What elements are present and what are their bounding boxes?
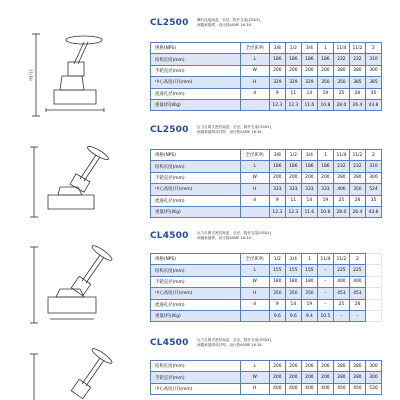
cell-value: 333 xyxy=(317,184,333,195)
cell-empty xyxy=(365,310,381,321)
row-label: 结构长度(mm) xyxy=(151,361,241,372)
table-row xyxy=(151,88,382,99)
row-label: 流通孔径(mm) xyxy=(151,299,241,310)
cell-value: 232 xyxy=(333,161,349,172)
cell-value: 9.6 xyxy=(285,310,301,321)
cell-value: 12.3 xyxy=(285,206,301,217)
row-unit: H xyxy=(240,383,269,394)
cell-value: – xyxy=(317,299,333,310)
cell-value: 28 xyxy=(349,88,365,99)
model-title: CL2500 xyxy=(150,125,189,135)
row-unit: d xyxy=(240,195,269,206)
cell-value: 450 xyxy=(333,383,349,394)
table-row xyxy=(151,161,382,172)
cell-value: 11/4 xyxy=(317,254,333,265)
cell-value: 232 xyxy=(349,54,365,65)
cell-value: 186 xyxy=(285,54,301,65)
cell-value: 11/2 xyxy=(349,150,365,161)
cell-value: 26.4 xyxy=(349,99,365,110)
cell-value: 310 xyxy=(365,161,381,172)
cell-value: 1/2 xyxy=(285,43,301,54)
cell-value: 180 xyxy=(269,276,285,287)
cell-value: 11 xyxy=(285,88,301,99)
cell-value: 350 xyxy=(285,288,301,299)
table-row xyxy=(151,195,382,206)
cell-value: 1 xyxy=(317,150,333,161)
row-unit: H xyxy=(240,288,269,299)
row-unit: W xyxy=(240,276,269,287)
model-description: 压力自紧式密封阀盖，全径，阴杆支架(OS&Y)， 两端承插焊或对焊，设计按ASME 16.34 xyxy=(197,125,275,134)
cell-value: 1 xyxy=(317,43,333,54)
valve-drawing-4 xyxy=(22,344,122,400)
cell-value: 3/4 xyxy=(301,43,317,54)
row-unit: L xyxy=(240,265,269,276)
cell-value: 200 xyxy=(317,372,333,383)
cell-value: 329 xyxy=(285,77,301,88)
cell-value: 9 xyxy=(269,88,285,99)
cell-value: 453 xyxy=(349,288,365,299)
row-label: 中心高度(开)(mm) xyxy=(151,383,241,394)
row-unit: d xyxy=(240,88,269,99)
row-unit: H xyxy=(240,77,269,88)
row-unit: H xyxy=(240,184,269,195)
cell-value: 186 xyxy=(301,54,317,65)
table-row xyxy=(151,383,382,394)
row-label: 中心高度(开)(mm) xyxy=(151,184,241,195)
cell-value: 12.3 xyxy=(285,99,301,110)
cell-value: 12.3 xyxy=(269,206,285,217)
model-description: 压力自紧式密封阀盖，全径，阴杆支架(OS&Y)， 两端承插焊或对焊，设计按ASME 16.34 xyxy=(197,338,275,347)
cell-value: 186 xyxy=(301,161,317,172)
cell-value: 28 xyxy=(349,299,365,310)
cell-value: 225 xyxy=(333,265,349,276)
cell-value: 186 xyxy=(269,54,285,65)
table-row xyxy=(151,288,382,299)
cell-value: 530 xyxy=(365,383,381,394)
cell-value: 25 xyxy=(333,195,349,206)
cell-value: 350 xyxy=(301,288,317,299)
model-title: CL2500 xyxy=(150,18,189,28)
cell-value: 200 xyxy=(285,172,301,183)
cell-value: 14 xyxy=(285,299,301,310)
cell-value: 200 xyxy=(269,172,285,183)
cell-value: 200 xyxy=(301,361,317,372)
cell-value: 35 xyxy=(365,195,381,206)
cell-value: 1/2 xyxy=(269,254,285,265)
cell-value: 9 xyxy=(269,299,285,310)
cell-value: 232 xyxy=(333,54,349,65)
cell-empty xyxy=(365,288,381,299)
row-unit: W xyxy=(240,65,269,76)
model-title: CL4500 xyxy=(150,231,189,241)
cell-value: 385 xyxy=(365,77,381,88)
row-unit: L xyxy=(240,361,269,372)
row-label: 规格(NPS) xyxy=(151,254,241,265)
cell-value: 2 xyxy=(365,150,381,161)
cell-value: 280 xyxy=(349,65,365,76)
cell-value: 25 xyxy=(333,88,349,99)
cell-value: 10.8 xyxy=(317,99,333,110)
table-row xyxy=(151,299,382,310)
valve-drawing-2 xyxy=(22,137,122,225)
cell-value: 9.4 xyxy=(301,310,317,321)
cell-value: 14 xyxy=(301,195,317,206)
table-row xyxy=(151,254,382,265)
cell-empty xyxy=(365,276,381,287)
cell-empty xyxy=(365,265,381,276)
row-label: 流通孔径(mm) xyxy=(151,195,241,206)
cell-value: 280 xyxy=(349,361,365,372)
row-unit xyxy=(240,99,269,110)
cell-value: 350 xyxy=(349,184,365,195)
cell-value: 400 xyxy=(333,276,349,287)
cell-value: 350 xyxy=(317,77,333,88)
model-title: CL4500 xyxy=(150,338,189,348)
cell-value: 200 xyxy=(301,65,317,76)
cell-value: 200 xyxy=(269,361,285,372)
cell-value: 155 xyxy=(301,265,317,276)
cell-value: 300 xyxy=(365,65,381,76)
cell-value: 186 xyxy=(269,161,285,172)
cell-value: 300 xyxy=(365,172,381,183)
row-label: 手轮直径(mm) xyxy=(151,372,241,383)
cell-value: 280 xyxy=(349,372,365,383)
cell-value: 385 xyxy=(349,77,365,88)
row-label: 重量(约)(Kg) xyxy=(151,99,241,110)
cell-value: 280 xyxy=(333,65,349,76)
cell-value: 453 xyxy=(333,288,349,299)
cell-value: 19 xyxy=(301,299,317,310)
cell-value: 155 xyxy=(269,265,285,276)
row-unit xyxy=(240,310,269,321)
cell-value: 11/2 xyxy=(349,43,365,54)
row-label: 结构长度(mm) xyxy=(151,54,241,65)
cell-value: 28.0 xyxy=(333,206,349,217)
table-row xyxy=(151,172,382,183)
spec-table xyxy=(150,42,382,111)
row-unit: 全径(F.P) xyxy=(240,254,269,265)
row-unit: d xyxy=(240,299,269,310)
cell-value: 350 xyxy=(269,288,285,299)
cell-value: 28.0 xyxy=(333,99,349,110)
cell-value: 280 xyxy=(333,172,349,183)
cell-value: – xyxy=(333,310,349,321)
cell-value: 280 xyxy=(333,372,349,383)
row-label: 结构长度(mm) xyxy=(151,161,241,172)
row-unit: W xyxy=(240,372,269,383)
table-row xyxy=(151,43,382,54)
valve-drawing-3 xyxy=(22,239,122,329)
row-label: 重量(约)(Kg) xyxy=(151,206,241,217)
cell-value: 329 xyxy=(269,77,285,88)
cell-value: 232 xyxy=(349,161,365,172)
cell-value: 400 xyxy=(301,383,317,394)
cell-value: 11.6 xyxy=(301,206,317,217)
cell-value: 200 xyxy=(317,65,333,76)
cell-value: 200 xyxy=(285,361,301,372)
row-label: 手轮直径(mm) xyxy=(151,65,241,76)
cell-value: 25 xyxy=(333,299,349,310)
row-label: 手轮直径(mm) xyxy=(151,172,241,183)
table-row xyxy=(151,372,382,383)
table-row xyxy=(151,310,382,321)
table-row xyxy=(151,54,382,65)
cell-value: 300 xyxy=(365,372,381,383)
cell-value: 1 xyxy=(301,254,317,265)
cell-value: 35 xyxy=(365,88,381,99)
cell-value: 11/4 xyxy=(333,43,349,54)
row-unit: W xyxy=(240,172,269,183)
cell-empty xyxy=(365,299,381,310)
cell-value: – xyxy=(317,276,333,287)
cell-value: 406 xyxy=(333,184,349,195)
cell-value: 186 xyxy=(317,54,333,65)
row-label: 手轮直径(mm) xyxy=(151,276,241,287)
table-row xyxy=(151,65,382,76)
cell-value: 310 xyxy=(365,54,381,65)
table-row xyxy=(151,99,382,110)
row-unit: L xyxy=(240,161,269,172)
cell-value: – xyxy=(317,265,333,276)
cell-value: 200 xyxy=(301,172,317,183)
cell-value: 200 xyxy=(269,372,285,383)
cell-value: 14 xyxy=(301,88,317,99)
table-row xyxy=(151,265,382,276)
cell-value: 329 xyxy=(301,77,317,88)
model-description: 螺纹连接阀盖，全径，阴杆支架(OS&Y)， 两端承插焊，设计按ASME 16.34 xyxy=(197,18,264,27)
cell-value: 2 xyxy=(365,43,381,54)
row-label: 流通孔径(mm) xyxy=(151,88,241,99)
y-globe-valve-drawing xyxy=(22,137,122,225)
cell-value: 300 xyxy=(365,361,381,372)
cell-value: 200 xyxy=(301,372,317,383)
cell-value: 43.8 xyxy=(365,99,381,110)
cell-value: 280 xyxy=(333,361,349,372)
cell-value: 186 xyxy=(317,161,333,172)
table-row xyxy=(151,77,382,88)
y-globe-valve-drawing xyxy=(22,239,122,329)
cell-value: 333 xyxy=(301,184,317,195)
model-description: 压力自紧式密封阀盖，全径，阴杆支架(OS&Y)， 两端承插焊，设计按ASME 16.34 xyxy=(197,231,275,240)
cell-value: 225 xyxy=(349,265,365,276)
cell-value: – xyxy=(349,310,365,321)
cell-value: 400 xyxy=(349,276,365,287)
cell-value: 11/4 xyxy=(333,150,349,161)
cell-value: 11.6 xyxy=(301,99,317,110)
cell-value: 400 xyxy=(269,383,285,394)
cell-value: 10.5 xyxy=(317,310,333,321)
cell-value: 3/4 xyxy=(285,254,301,265)
row-unit: L xyxy=(240,54,269,65)
cell-value: 333 xyxy=(269,184,285,195)
cell-value: 180 xyxy=(301,276,317,287)
cell-value: 350 xyxy=(333,77,349,88)
cell-value: 3/8 xyxy=(269,43,285,54)
cell-value: 155 xyxy=(285,265,301,276)
cell-value: 11 xyxy=(285,195,301,206)
cell-value: 200 xyxy=(317,172,333,183)
table-row xyxy=(151,206,382,217)
cell-value: 43.8 xyxy=(365,206,381,217)
cell-value: 180 xyxy=(285,276,301,287)
row-label: 中心高度(开)(mm) xyxy=(151,288,241,299)
cell-value: 200 xyxy=(285,65,301,76)
cell-value: 12.3 xyxy=(269,99,285,110)
cell-value: 19 xyxy=(317,195,333,206)
cell-value: 333 xyxy=(285,184,301,195)
cell-value: 186 xyxy=(285,161,301,172)
row-unit: 全径(F.P) xyxy=(240,150,269,161)
cell-value: 2 xyxy=(349,254,365,265)
cell-value: 9.6 xyxy=(269,310,285,321)
cell-value: 3/8 xyxy=(269,150,285,161)
cell-value: 200 xyxy=(317,361,333,372)
cell-value: 524 xyxy=(365,184,381,195)
cell-value: 400 xyxy=(285,383,301,394)
row-label: 规格(NPS) xyxy=(151,150,241,161)
cell-value: 19 xyxy=(317,88,333,99)
table-row xyxy=(151,184,382,195)
cell-value: 400 xyxy=(317,383,333,394)
spec-table xyxy=(150,360,382,395)
cell-value: 200 xyxy=(285,372,301,383)
cell-value: 450 xyxy=(349,383,365,394)
cell-value: – xyxy=(317,288,333,299)
y-globe-valve-drawing xyxy=(22,344,122,400)
cell-value: 1/2 xyxy=(285,150,301,161)
cell-value: 200 xyxy=(269,65,285,76)
row-label: 结构长度(mm) xyxy=(151,265,241,276)
cell-value: 11/2 xyxy=(333,254,349,265)
table-row xyxy=(151,361,382,372)
spec-table xyxy=(150,253,382,322)
row-label: 规格(NPS) xyxy=(151,43,241,54)
row-label: 中心高度(开)(mm) xyxy=(151,77,241,88)
row-unit xyxy=(240,206,269,217)
row-label: 重量(约)(Kg) xyxy=(151,310,241,321)
y-globe-valve-drawing xyxy=(22,28,122,123)
height-label: H(开) xyxy=(29,69,35,81)
cell-value: 26.4 xyxy=(349,206,365,217)
cell-value: 3/4 xyxy=(301,150,317,161)
table-row xyxy=(151,150,382,161)
cell-empty xyxy=(365,254,381,265)
spec-table xyxy=(150,149,382,218)
cell-value: 280 xyxy=(349,172,365,183)
table-row xyxy=(151,276,382,287)
cell-value: 28 xyxy=(349,195,365,206)
row-unit: 全径(F.P) xyxy=(240,43,269,54)
cell-value: 10.8 xyxy=(317,206,333,217)
cell-value: 9 xyxy=(269,195,285,206)
valve-drawing-1 xyxy=(22,28,122,123)
